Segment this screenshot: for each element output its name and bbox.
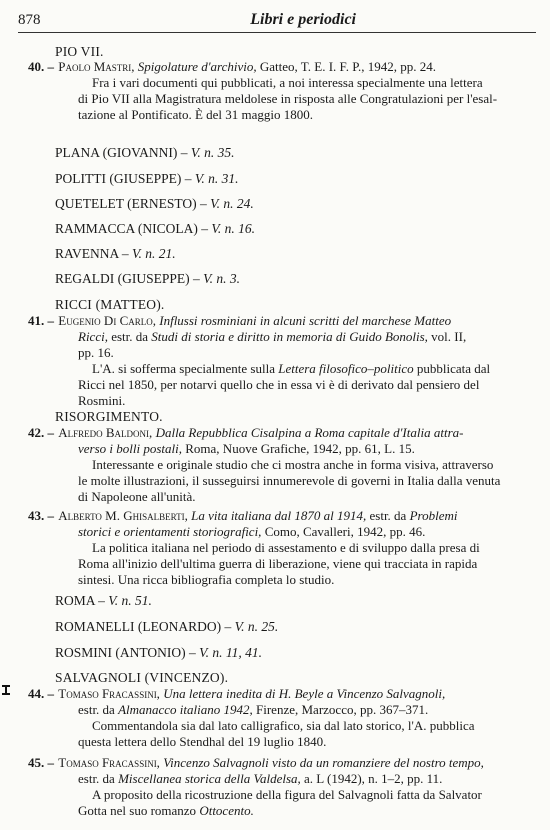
section-heading-ricci: RICCI (MATTEO). [55,297,165,312]
text-span: La politica italiana nel periodo di assestamento e di sviluppo dalla presa di [92,540,480,555]
cross-ref-quetelet [55,196,254,212]
section-heading-salvagnoli: SALVAGNOLI (VINCENZO). [55,670,229,685]
text-span: pp. 16. [78,345,114,360]
entry-40 [28,59,528,123]
text-span: pubblicata dal [413,361,491,376]
text-span: Tomaso Fracassini, [58,755,160,770]
section-heading-pio: PIO VII. [55,44,104,59]
entry-45 [28,755,528,819]
running-title: Libri e periodici [250,11,356,28]
entry-43 [28,508,528,588]
cross-ref-rosmini [55,645,262,661]
text-span: V. n. 3. [203,271,241,286]
text-span: V. n. 11, 41. [199,645,263,660]
cross-ref-plana [55,145,235,161]
text-span: sintesi. Una ricca bibliografia completa lo studio. [78,572,335,587]
text-span: a. L (1942), n. 1–2, pp. 11. [300,771,443,786]
text-span: V. n. 51. [108,593,152,608]
text-span: La vita italiana dal 1870 al 1914, [191,508,367,523]
text-span: vol. II, [427,329,467,344]
text-span: L'A. si sofferma specialmente sulla [92,361,279,376]
text-span: 42. – [28,425,54,440]
entry-imprint: Gatteo, T. E. I. F. P., 1942, pp. 24. [256,59,437,74]
text-span: 41. – [28,313,54,328]
text-span: ROSMINI (ANTONIO) – [55,645,200,660]
text-span: Dalla Repubblica Cisalpina a Roma capitale d'Italia attra- [155,425,464,440]
text-span: A proposito della ricostruzione della figura del Salvagnoli fatta da Salvator [92,787,482,802]
text-span: Ricci, [78,329,108,344]
text-span: ROMANELLI (LEONARDO) – [55,619,235,634]
text-span: Lettera filosofico–politico [278,361,414,376]
text-span: V. n. 16. [211,221,256,236]
entry-41 [28,313,528,409]
text-span: PLANA (GIOVANNI) – [55,145,191,160]
entry-number: 40. – [28,59,54,74]
entry-abstract-line: tazione al Pontificato. È del 31 maggio 1800. [78,107,314,122]
text-span: Una lettera inedita di H. Beyle a Vincenzo Salvagnoli, [163,686,446,701]
entry-abstract-line: di Pio VII alla Magistratura meldolese in risposta alle Congratulazioni per l'esal- [78,91,498,106]
text-span: RAMMACCA (NICOLA) – [55,221,212,236]
text-span: le molte illustrazioni, il susseguirsi innumerevole di governi in Italia dalla venuta [78,473,501,488]
entry-title: Spigolature d'archivio, [137,59,257,74]
cross-ref-rammacca [55,221,255,237]
text-span: storici e orientamenti storiografici, [78,524,262,539]
text-span: estr. da [78,771,119,786]
text-span: Influssi rosminiani in alcuni scritti del marchese Matteo [159,313,452,328]
text-span: V. n. 21. [132,246,176,261]
text-span: V. n. 25. [234,619,279,634]
text-span: 44. – [28,686,54,701]
text-span: 45. – [28,755,54,770]
text-span: verso i bolli postali, [78,441,182,456]
text-span: Vincenzo Salvagnoli visto da un romanziere del nostro tempo, [163,755,484,770]
entry-44 [28,686,528,750]
text-span: REGALDI (GIUSEPPE) – [55,271,204,286]
text-span: Studi di storia e diritto in memoria di Guido Bonolis, [151,329,428,344]
text-span: Roma all'inizio dell'ultima guerra di liberazione, viene qui tracciata in rapida [78,556,478,571]
entry-author: Paolo Mastri, [58,59,135,74]
margin-marker-icon [2,685,10,695]
section-heading-risorgimento: RISORGIMENTO. [55,409,163,424]
text-span: Rosmini. [78,393,126,408]
text-span: estr. da [78,702,119,717]
text-span: V. n. 31. [194,171,239,186]
text-span: Commentandola sia dal lato calligrafico, sia dal lato storico, l'A. pubblica [92,718,475,733]
text-span: estr. da [107,329,152,344]
entry-abstract-line: Fra i vari documenti qui pubblicati, a noi interessa specialmente una lettera [92,75,483,90]
text-span: Alfredo Baldoni, [58,425,153,440]
cross-ref-romanelli [55,619,278,635]
cross-ref-ravenna [55,246,176,262]
text-span: POLITTI (GIUSEPPE) – [55,171,195,186]
cross-ref-politti [55,171,239,187]
page-number: 878 [18,12,41,28]
text-span: questa lettera dello Stendhal del 19 luglio 1840. [78,734,327,749]
text-span: Tomaso Fracassini, [58,686,160,701]
text-span: Ricci nel 1850, per notarvi quello che in essa vi è di derivato dal pensiero del [78,377,480,392]
text-span: Eugenio Di Carlo, [58,313,156,328]
text-span: Como, Cavalleri, 1942, pp. 46. [261,524,426,539]
text-span: RAVENNA – [55,246,133,261]
text-span: V. n. 35. [190,145,235,160]
entry-42 [28,425,528,505]
text-span: Alberto M. Ghisalberti, [58,508,188,523]
cross-ref-roma [55,593,152,609]
cross-ref-regaldi [55,271,240,287]
text-span: QUETELET (ERNESTO) – [55,196,211,211]
text-span: Roma, Nuove Grafiche, 1942, pp. 61, L. 15. [182,441,415,456]
text-span: estr. da [366,508,410,523]
text-span: V. n. 24. [210,196,254,211]
text-span: di Napoleone all'unità. [78,489,196,504]
text-span: Interessante e originale studio che ci mostra anche in forma visiva, attraverso [92,457,494,472]
text-span: ROMA – [55,593,109,608]
page-header [18,10,536,33]
text-span: Almanacco italiano 1942, [118,702,253,717]
text-span: Firenze, Marzocco, pp. 367–371. [252,702,429,717]
text-span: 43. – [28,508,54,523]
text-span: Miscellanea storica della Valdelsa, [118,771,301,786]
text-span: Gotta nel suo romanzo [78,803,200,818]
text-span: Problemi [409,508,458,523]
text-span: Ottocento. [199,803,254,818]
